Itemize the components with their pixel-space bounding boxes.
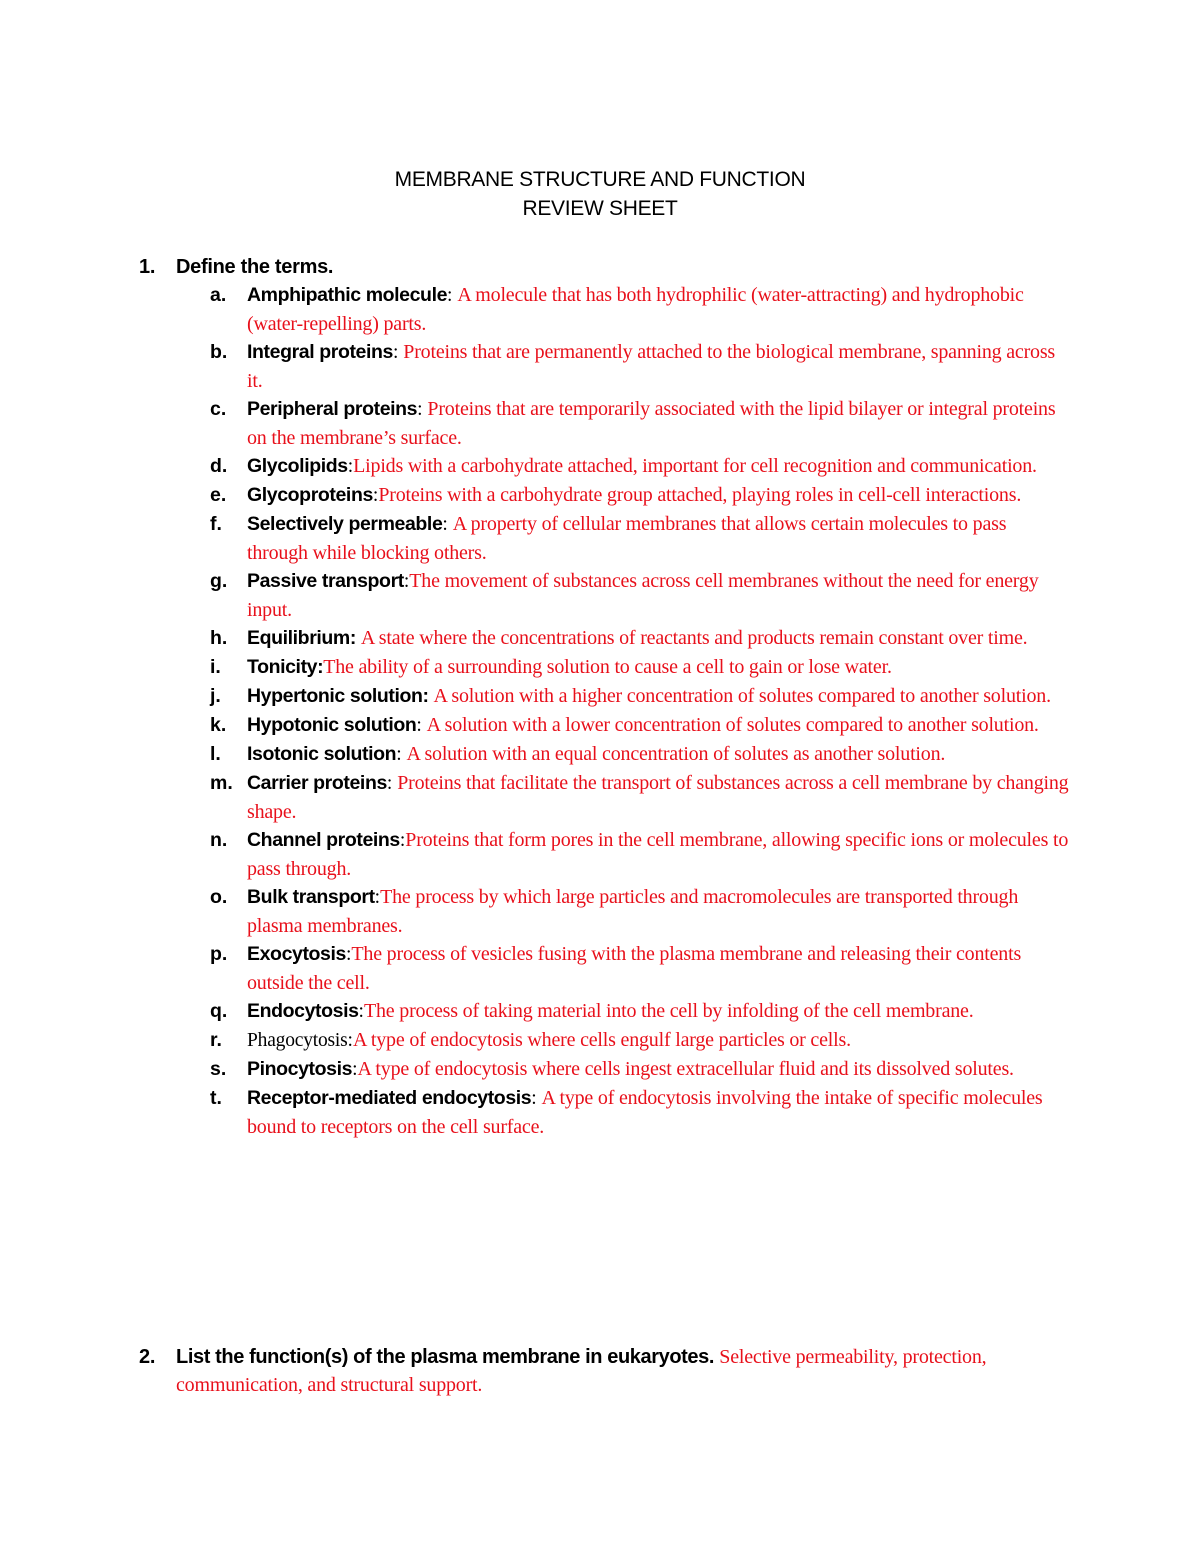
term-body — [247, 567, 1070, 624]
term-body — [247, 682, 1070, 711]
term-name: Channel proteins — [247, 829, 400, 851]
term-name: Carrier proteins — [247, 772, 387, 794]
term-item — [210, 281, 1070, 338]
term-definition: A solution with a higher concentration of solutes compared to another solution. — [433, 685, 1051, 707]
term-item — [210, 481, 1070, 510]
term-name: Peripheral proteins — [247, 398, 418, 420]
term-body — [247, 711, 1070, 740]
term-letter: p. — [210, 943, 228, 965]
question-2-prompt: List the function(s) of the plasma membrane in eukaryotes. — [176, 1346, 715, 1368]
question-1-prompt: Define the terms. — [176, 256, 334, 278]
term-definition: A type of endocytosis involving the intake of specific molecules bound to receptors on the cell surface. — [247, 1087, 1043, 1138]
term-definition: The process of taking material into the cell by infolding of the cell membrane. — [363, 1000, 974, 1022]
term-definition: Lipids with a carbohydrate attached, important for cell recognition and communication. — [353, 455, 1037, 477]
term-definition: The process of vesicles fusing with the plasma membrane and releasing their contents outside the cell. — [247, 943, 1022, 994]
term-letter: h. — [210, 627, 228, 649]
question-1-number: 1. — [139, 256, 156, 278]
term-letter: i. — [210, 656, 221, 678]
term-name: Tonicity: — [247, 656, 324, 678]
term-item — [210, 653, 1070, 682]
term-body — [247, 281, 1070, 338]
term-letter: l. — [210, 743, 221, 765]
term-body — [247, 997, 1070, 1026]
term-separator: : — [396, 744, 407, 765]
term-letter: k. — [210, 714, 227, 736]
document-subtitle: REVIEW SHEET — [522, 197, 678, 220]
term-separator: : — [358, 1001, 364, 1022]
term-letter: o. — [210, 886, 228, 908]
term-name: Amphipathic molecule — [247, 284, 448, 306]
term-body — [247, 940, 1070, 997]
term-separator: : — [347, 1030, 353, 1051]
term-name: Passive transport — [247, 570, 404, 592]
term-item — [210, 740, 1070, 769]
term-letter: n. — [210, 829, 228, 851]
document-title: MEMBRANE STRUCTURE AND FUNCTION — [394, 168, 806, 191]
term-letter: b. — [210, 341, 228, 363]
term-definition: The movement of substances across cell membranes without the need for energy input. — [247, 570, 1039, 621]
term-separator: : — [347, 456, 354, 477]
term-body — [247, 338, 1070, 395]
term-body — [247, 1026, 1070, 1055]
question-2-answer: Selective permeability, protection, communication, and structural support. — [176, 1346, 987, 1396]
term-item — [210, 1084, 1070, 1141]
term-letter: t. — [210, 1087, 222, 1109]
term-item — [210, 624, 1070, 653]
term-item — [210, 769, 1070, 826]
term-body — [247, 510, 1070, 567]
term-body — [247, 481, 1070, 510]
term-definition: Proteins that are permanently attached to the biological membrane, spanning across it. — [247, 341, 1055, 392]
term-letter: s. — [210, 1058, 227, 1080]
term-body — [247, 740, 1070, 769]
term-definition: The process by which large particles and macromolecules are transported through plasma membranes. — [247, 886, 1019, 937]
term-separator: : — [374, 887, 381, 908]
term-definition: A type of endocytosis where cells ingest extracellular fluid and its dissolved solutes. — [357, 1058, 1014, 1080]
term-name: Isotonic solution — [247, 743, 397, 765]
term-body — [247, 653, 1070, 682]
question-2-body — [176, 1343, 1056, 1399]
term-letter: m. — [210, 772, 233, 794]
term-item — [210, 711, 1070, 740]
term-separator: : — [531, 1088, 542, 1109]
term-definition: A molecule that has both hydrophilic (water-attracting) and hydrophobic (water-repelling) parts. — [247, 284, 1024, 335]
term-name: Hypotonic solution — [247, 714, 417, 736]
term-letter: f. — [210, 513, 222, 535]
term-name: Phagocytosis — [247, 1030, 348, 1051]
term-separator: : — [372, 485, 379, 506]
term-name: Exocytosis — [247, 943, 346, 965]
term-name: Pinocytosis — [247, 1058, 353, 1080]
term-definition: Proteins that are temporarily associated with the lipid bilayer or integral proteins on the membrane’s surface. — [247, 398, 1056, 449]
term-definition: The ability of a surrounding solution to cause a cell to gain or lose water. — [323, 656, 892, 678]
term-item — [210, 1055, 1070, 1084]
term-item — [210, 826, 1070, 883]
term-separator: : — [447, 285, 458, 306]
term-item — [210, 395, 1070, 452]
term-list — [210, 281, 1070, 1141]
term-definition: Proteins that form pores in the cell membrane, allowing specific ions or molecules to pass through. — [247, 829, 1069, 880]
term-body — [247, 769, 1070, 826]
term-separator: : — [392, 342, 404, 363]
term-letter: g. — [210, 570, 228, 592]
term-definition: Proteins that facilitate the transport of substances across a cell membrane by changing shape. — [247, 772, 1069, 823]
term-item — [210, 452, 1070, 481]
term-definition: A type of endocytosis where cells engulf large particles or cells. — [352, 1029, 851, 1051]
term-separator: : — [403, 571, 410, 592]
term-body — [247, 395, 1070, 452]
term-body — [247, 883, 1070, 940]
term-name: Receptor-mediated endocytosis — [247, 1087, 532, 1109]
term-letter: e. — [210, 484, 227, 506]
term-item — [210, 510, 1070, 567]
term-name: Bulk transport — [247, 886, 375, 908]
term-letter: c. — [210, 398, 227, 420]
term-definition: A solution with an equal concentration of solutes as another solution. — [406, 743, 946, 765]
term-separator: : — [399, 830, 406, 851]
term-letter: d. — [210, 455, 228, 477]
term-separator: : — [416, 715, 427, 736]
term-item — [210, 682, 1070, 711]
term-letter: r. — [210, 1029, 222, 1051]
question-2-number: 2. — [139, 1346, 156, 1368]
term-separator: : — [442, 514, 453, 535]
term-separator: : — [386, 773, 398, 794]
term-separator: : — [352, 1059, 358, 1080]
term-letter: a. — [210, 284, 227, 306]
term-body — [247, 452, 1070, 481]
term-item — [210, 997, 1070, 1026]
term-body — [247, 624, 1070, 653]
term-body — [247, 1055, 1070, 1084]
term-body — [247, 1084, 1070, 1141]
term-name: Hypertonic solution: — [247, 685, 429, 707]
term-name: Equilibrium: — [247, 627, 356, 649]
term-letter: q. — [210, 1000, 228, 1022]
term-definition: A solution with a lower concentration of solutes compared to another solution. — [426, 714, 1039, 736]
term-separator: : — [345, 944, 352, 965]
term-body — [247, 826, 1070, 883]
term-definition: Proteins with a carbohydrate group attached, playing roles in cell-cell interactions. — [378, 484, 1022, 506]
term-item — [210, 567, 1070, 624]
term-definition: A property of cellular membranes that allows certain molecules to pass through while blocking others. — [247, 513, 1007, 564]
term-name: Selectively permeable — [247, 513, 443, 535]
term-separator: : — [417, 399, 428, 420]
term-item — [210, 883, 1070, 940]
term-letter: j. — [210, 685, 221, 707]
term-item — [210, 338, 1070, 395]
term-name: Endocytosis — [247, 1000, 359, 1022]
term-name: Integral proteins — [247, 341, 393, 363]
term-name: Glycolipids — [247, 455, 348, 477]
term-item — [210, 1026, 1070, 1055]
term-definition: A state where the concentrations of reactants and products remain constant over time. — [360, 627, 1028, 649]
term-item — [210, 940, 1070, 997]
term-name: Glycoproteins — [247, 484, 373, 506]
